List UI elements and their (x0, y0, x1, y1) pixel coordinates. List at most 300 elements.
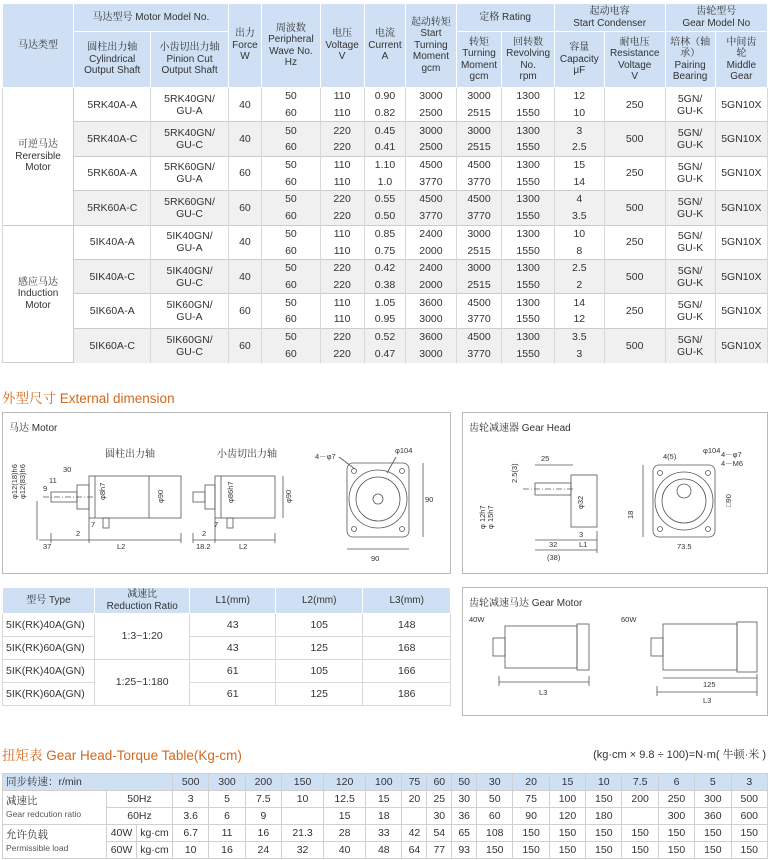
ratio-header (190, 588, 276, 614)
dim-pcd: φ104 (395, 446, 413, 455)
line: 5GN/ (677, 195, 703, 208)
value-cell: 1550 (502, 277, 554, 294)
load-label (3, 825, 107, 859)
torque-value-cell: 100 (549, 791, 585, 808)
line: Force (232, 39, 258, 51)
value-cell: 0.47 (364, 345, 406, 362)
resist-cell: 250 (604, 156, 665, 190)
value-cell: 3000 (406, 88, 456, 105)
middle-gear-cell: 5GN10X (715, 294, 767, 328)
torque-value-cell: 600 (731, 808, 768, 825)
header-voltage (320, 4, 364, 88)
header-condenser (554, 4, 665, 32)
line: 中间齿 (726, 36, 757, 48)
value-cell: 1550 (502, 311, 554, 328)
value-cell: 3.5 (554, 208, 604, 225)
line: Permissible load (6, 842, 69, 853)
value-cell: 110 (320, 105, 364, 122)
hz-cell: 60Hz (107, 808, 173, 825)
table-row (3, 259, 768, 276)
value-cell: 10 (554, 105, 604, 122)
line: 5GN/ (677, 230, 703, 243)
line: Moment (412, 51, 449, 63)
table-row (3, 842, 768, 859)
middle-gear-cell: 5GN10X (715, 225, 767, 259)
value-cell: 1550 (502, 345, 554, 362)
value-cell: 220 (320, 208, 364, 225)
line: Reduction Ratio (106, 600, 178, 612)
pinion-model-cell (151, 294, 228, 328)
value-cell: 2515 (456, 242, 502, 259)
line: 5RK40GN/ (164, 92, 215, 105)
line: 圆柱出力轴 (87, 42, 138, 54)
value-cell: 50 (262, 122, 321, 139)
force-cell: 60 (228, 328, 261, 362)
header-resistance (604, 32, 665, 88)
line: 可逆马达 (18, 139, 59, 150)
torque-value-cell: 20 (402, 791, 427, 808)
torque-value-cell: 150 (731, 842, 768, 859)
table-row (3, 791, 768, 808)
motor-type-cell (3, 88, 74, 226)
value-cell: 110 (320, 156, 364, 173)
torque-value-cell: 15 (324, 808, 366, 825)
cyl-model-cell: 5RK60A-A (74, 156, 151, 190)
line: A (381, 51, 389, 63)
gh-m6: 4－M6 (721, 459, 744, 468)
line: Bearing (672, 71, 708, 82)
ratio-header (94, 588, 190, 614)
header-pinion (151, 32, 228, 88)
line: Cylindrical (89, 53, 136, 65)
line: GU-C (176, 276, 203, 289)
value-cell: 3000 (456, 259, 502, 276)
gm-40w: 40W (469, 615, 485, 624)
torque-value-cell: 150 (477, 842, 513, 859)
line: L3(mm) (389, 594, 424, 606)
cyl-model-cell: 5IK60A-A (74, 294, 151, 328)
reduction-ratio-table (2, 587, 451, 706)
cyl-model-cell: 5IK60A-C (74, 328, 151, 362)
torque-value-cell: 50 (477, 791, 513, 808)
unit-cell: kg·cm (137, 842, 173, 859)
line: 5RK60GN/ (164, 195, 215, 208)
cyl-model-cell: 5RK60A-C (74, 191, 151, 225)
gh-3: 3 (579, 530, 584, 539)
value-cell: 2400 (406, 225, 456, 242)
value-cell: 3 (554, 345, 604, 362)
gm-125: 125 (703, 680, 716, 689)
line: 5GN/ (677, 127, 703, 139)
watt-cell: 60W (107, 842, 137, 859)
torque-value-cell: 500 (173, 774, 209, 791)
torque-value-cell: 300 (658, 808, 694, 825)
gh-pcd104: φ104 (703, 446, 721, 455)
torque-value-cell: 300 (695, 791, 731, 808)
resist-cell: 500 (604, 191, 665, 225)
torque-value-cell: 150 (586, 842, 622, 859)
value-cell: 0.45 (364, 122, 406, 139)
line: GU-C (176, 139, 203, 152)
value-cell: 110 (320, 311, 364, 328)
header-current (364, 4, 406, 88)
torque-value-cell (282, 808, 324, 825)
value-cell: 4500 (406, 191, 456, 208)
dim-d3: φ8h7 (98, 482, 107, 500)
motor-type-cell (3, 225, 74, 363)
type-cell: 5IK(RK)60A(GN) (3, 683, 95, 706)
length-cell: 43 (190, 614, 276, 637)
value-cell: 0.82 (364, 105, 406, 122)
line: GU-K (676, 345, 704, 358)
line: GU-A (176, 173, 203, 186)
line: 感应马达 (18, 276, 59, 288)
torque-value-cell: 77 (427, 842, 452, 859)
dim-18-2: 18.2 (196, 542, 211, 551)
length-cell: 186 (363, 683, 451, 706)
value-cell: 1300 (502, 122, 554, 139)
gear-motor-box (462, 587, 768, 716)
value-cell: 0.42 (364, 259, 406, 276)
value-cell: 14 (554, 173, 604, 190)
line: 起动电容 (589, 6, 630, 17)
value-cell: 220 (320, 122, 364, 139)
line: GU-C (176, 207, 203, 220)
header-gear-model (665, 4, 768, 32)
line: 承） (680, 48, 701, 59)
pairing-cell (665, 294, 715, 328)
type-cell: 5IK(RK)40A(GN) (3, 614, 95, 637)
line: Output Shaft (161, 65, 218, 77)
force-cell: 40 (228, 259, 261, 293)
line: 耐电压 (619, 36, 650, 48)
line: 容量 (569, 42, 590, 54)
value-cell: 2400 (406, 259, 456, 276)
gh-25: 25 (541, 454, 550, 463)
line: 回转数 (513, 36, 544, 48)
value-cell: 0.75 (364, 242, 406, 259)
pairing-cell (665, 88, 715, 122)
line: Middle (726, 59, 757, 71)
torque-value-cell: 10 (173, 842, 209, 859)
torque-value-cell: 120 (549, 808, 585, 825)
value-cell: 60 (262, 173, 321, 190)
pinion-model-cell (151, 88, 228, 122)
torque-value-cell: 6 (658, 774, 694, 791)
line: GU-A (176, 104, 203, 117)
length-cell: 166 (363, 660, 451, 683)
value-cell: 0.55 (364, 191, 406, 208)
line: 5GN/ (677, 333, 703, 346)
value-cell: 3000 (406, 122, 456, 139)
value-cell: 60 (262, 311, 321, 328)
line: Rerersible (15, 150, 61, 162)
value-cell: 60 (262, 208, 321, 225)
value-cell: 3 (554, 122, 604, 139)
length-cell: 125 (275, 637, 362, 660)
value-cell: 50 (262, 88, 321, 105)
value-cell: 0.50 (364, 208, 406, 225)
line: Gear redcution ratio (6, 808, 82, 819)
torque-value-cell: 150 (695, 842, 731, 859)
dim-11: 11 (49, 476, 57, 485)
torque-value-cell: 90 (513, 808, 549, 825)
line: Hz (284, 57, 298, 68)
torque-value-cell: 5 (695, 774, 731, 791)
value-cell: 60 (262, 139, 321, 156)
torque-value-cell: 11 (209, 825, 245, 842)
line: gcm (469, 71, 489, 82)
dim-30: 30 (63, 465, 72, 474)
force-cell: 60 (228, 156, 261, 190)
watt-cell: 40W (107, 825, 137, 842)
hz-cell: 50Hz (107, 791, 173, 808)
line: 允许负载 (6, 829, 48, 842)
value-cell: 0.95 (364, 311, 406, 328)
value-cell: 3000 (456, 225, 502, 242)
force-cell: 60 (228, 191, 261, 225)
table-row (3, 294, 768, 311)
value-cell: 2000 (406, 277, 456, 294)
value-cell: 14 (554, 294, 604, 311)
torque-value-cell: 108 (477, 825, 513, 842)
torque-value-cell: 10 (282, 791, 324, 808)
header-pairing (665, 32, 715, 88)
value-cell: 3600 (406, 294, 456, 311)
ratio-cell: 1:25~1:180 (94, 660, 190, 706)
header-capacity (554, 32, 604, 88)
header-turning (456, 32, 502, 88)
torque-value-cell: 150 (658, 825, 694, 842)
torque-value-cell (402, 808, 427, 825)
gm-L3b: L3 (703, 696, 712, 705)
middle-gear-cell: 5GN10X (715, 328, 767, 362)
line: 起动转矩 (410, 16, 451, 28)
pairing-cell (665, 328, 715, 362)
line: GU-A (176, 310, 203, 323)
gm-L3: L3 (539, 688, 548, 697)
length-cell: 43 (190, 637, 276, 660)
table-row (3, 328, 768, 345)
line: 型号 Type (26, 594, 71, 606)
line: rpm (519, 71, 537, 82)
value-cell: 1.05 (364, 294, 406, 311)
torque-value-cell: 150 (513, 825, 549, 842)
line: 5GN/ (677, 264, 703, 277)
line: V (338, 51, 346, 63)
line: Wave No. (269, 45, 313, 57)
ratio-header (275, 588, 362, 614)
value-cell: 220 (320, 191, 364, 208)
line: GU-K (676, 173, 704, 186)
value-cell: 3000 (406, 311, 456, 328)
torque-value-cell: 150 (586, 825, 622, 842)
cyl-shaft-label: 圆柱出力轴 (105, 449, 155, 460)
pinion-model-cell (151, 191, 228, 225)
value-cell: 3770 (456, 173, 502, 190)
value-cell: 3600 (406, 328, 456, 345)
line: 电流 (374, 28, 395, 40)
torque-value-cell: 16 (245, 825, 281, 842)
torque-value-cell: 150 (658, 842, 694, 859)
value-cell: 1.10 (364, 156, 406, 173)
line: Current (368, 39, 402, 51)
table-row (3, 88, 768, 105)
torque-value-cell: 75 (402, 774, 427, 791)
gear-head-label: 齿轮减速器 Gear Head (469, 423, 571, 434)
torque-value-cell: 21.3 (282, 825, 324, 842)
header-force (228, 4, 261, 88)
dim-d1: φ12(18)h6 (10, 464, 19, 499)
value-cell: 2000 (406, 242, 456, 259)
value-cell: 110 (320, 173, 364, 190)
value-cell: 2500 (406, 139, 456, 156)
torque-value-cell: 10 (586, 774, 622, 791)
gear-motor-drawing (463, 588, 769, 717)
dim-d4: φ90 (156, 489, 165, 503)
table-row (3, 122, 768, 139)
value-cell: 0.38 (364, 277, 406, 294)
type-cell: 5IK(RK)40A(GN) (3, 660, 95, 683)
value-cell: 1550 (502, 242, 554, 259)
cyl-model-cell: 5IK40A-C (74, 259, 151, 293)
value-cell: 4500 (406, 156, 456, 173)
value-cell: 60 (262, 242, 321, 259)
value-cell: 15 (554, 156, 604, 173)
torque-value-cell: 150 (622, 842, 658, 859)
value-cell: 2.5 (554, 259, 604, 276)
header-rating: 定格 Rating (456, 4, 554, 32)
force-cell: 40 (228, 225, 261, 259)
header-middle-gear (715, 32, 767, 88)
torque-value-cell: 12.5 (324, 791, 366, 808)
dim-d5: φ86h7 (226, 481, 235, 503)
value-cell: 0.85 (364, 225, 406, 242)
gear-motor-label: 齿轮减速马达 Gear Motor (469, 598, 583, 609)
torque-value-cell: 250 (658, 791, 694, 808)
length-cell: 61 (190, 660, 276, 683)
dim-7: 7 (91, 520, 96, 529)
middle-gear-cell: 5GN10X (715, 88, 767, 122)
length-cell: 61 (190, 683, 276, 706)
torque-value-cell: 150 (695, 825, 731, 842)
torque-value-cell: 200 (622, 791, 658, 808)
value-cell: 1550 (502, 105, 554, 122)
torque-value-cell: 9 (245, 808, 281, 825)
torque-value-cell: 36 (452, 808, 477, 825)
unit-cell: kg·cm (137, 825, 173, 842)
torque-value-cell: 7.5 (622, 774, 658, 791)
ratio-label (3, 791, 107, 825)
torque-value-cell: 5 (209, 791, 245, 808)
gh-L1: L1 (579, 540, 588, 549)
value-cell: 2.5 (554, 139, 604, 156)
torque-value-cell: 3 (731, 774, 768, 791)
header-model: 马达型号 Motor Model No. (74, 4, 229, 32)
torque-value-cell: 54 (427, 825, 452, 842)
gear-head-drawing (463, 413, 769, 575)
line: 5RK60GN/ (164, 161, 215, 174)
gh-sq90: □90 (724, 494, 733, 507)
line: GU-C (176, 345, 203, 358)
value-cell: 12 (554, 88, 604, 105)
middle-gear-cell: 5GN10X (715, 191, 767, 225)
value-cell: 4500 (456, 191, 502, 208)
resist-cell: 500 (604, 259, 665, 293)
pinion-model-cell (151, 156, 228, 190)
torque-value-cell: 150 (622, 825, 658, 842)
torque-value-cell: 93 (452, 842, 477, 859)
gh-d32: φ32 (576, 495, 585, 509)
force-cell: 60 (228, 294, 261, 328)
line: μF (573, 65, 586, 77)
dim-d2: φ12(83)h6 (18, 464, 27, 499)
dim-w90: 90 (371, 554, 380, 563)
length-cell: 168 (363, 637, 451, 660)
torque-title: 扭矩表 Gear Head-Torque Table(Kg-cm) (2, 748, 242, 763)
torque-value-cell: 24 (245, 842, 281, 859)
pairing-cell (665, 156, 715, 190)
header-cylindrical (74, 32, 151, 88)
value-cell: 60 (262, 277, 321, 294)
line: 5GN/ (677, 161, 703, 174)
value-cell: 0.90 (364, 88, 406, 105)
line: 电压 (332, 28, 353, 40)
dim-7b: 7 (214, 520, 219, 529)
torque-unit-note: (kg·cm × 9.8 ÷ 100)=N·m( 牛顿·米 ) (593, 749, 766, 761)
dim-2: 2 (76, 529, 81, 538)
pairing-cell (665, 191, 715, 225)
line: GU-K (676, 104, 704, 117)
value-cell: 3770 (406, 173, 456, 190)
value-cell: 220 (320, 139, 364, 156)
torque-value-cell: 28 (324, 825, 366, 842)
value-cell: 3.5 (554, 328, 604, 345)
value-cell: 3000 (456, 88, 502, 105)
line: L1(mm) (215, 594, 250, 606)
motor-spec-table (2, 3, 768, 363)
torque-value-cell: 33 (366, 825, 402, 842)
value-cell: 50 (262, 225, 321, 242)
value-cell: 50 (262, 156, 321, 173)
external-dimension-title: 外型尺寸 External dimension (2, 391, 175, 406)
torque-value-cell: 60 (427, 774, 452, 791)
length-cell: 125 (275, 683, 362, 706)
torque-value-cell (622, 808, 658, 825)
length-cell: 105 (275, 660, 362, 683)
value-cell: 220 (320, 277, 364, 294)
line: Turning (414, 39, 448, 51)
cyl-model-cell: 5IK40A-A (74, 225, 151, 259)
cyl-model-cell: 5RK40A-C (74, 122, 151, 156)
torque-value-cell: 360 (695, 808, 731, 825)
line: 5GN/ (677, 298, 703, 311)
value-cell: 220 (320, 345, 364, 362)
line: 减速比 (6, 795, 38, 808)
type-cell: 5IK(RK)60A(GN) (3, 637, 95, 660)
resist-cell: 250 (604, 225, 665, 259)
dim-L2: L2 (117, 542, 126, 551)
table-row (3, 637, 451, 660)
torque-value-cell: 300 (209, 774, 245, 791)
torque-value-cell: 60 (477, 808, 513, 825)
value-cell: 1300 (502, 328, 554, 345)
cyl-model-cell: 5RK40A-A (74, 88, 151, 122)
torque-value-cell: 7.5 (245, 791, 281, 808)
middle-gear-cell: 5GN10X (715, 259, 767, 293)
value-cell: 3770 (456, 311, 502, 328)
header-revolving (502, 32, 554, 88)
